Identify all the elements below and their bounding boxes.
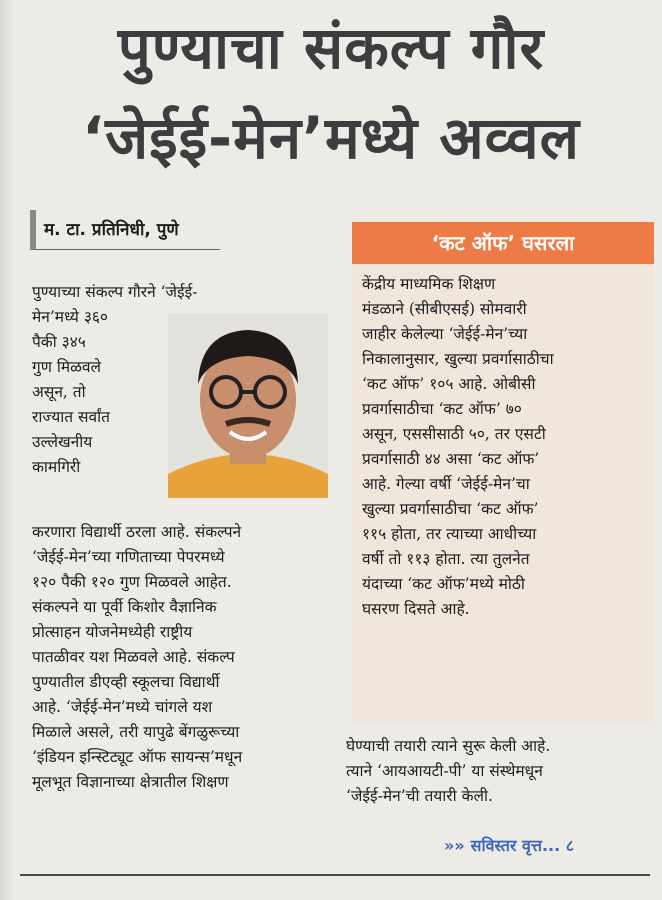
headline-line-1: पुण्याचा संकल्प गौर — [117, 14, 545, 82]
text-line: ‘कट ऑफ’ १०५ आहे. ओबीसी — [362, 375, 536, 393]
text-line: निकालानुसार, खुल्या प्रवर्गासाठीचा — [362, 350, 554, 368]
text-line: पुण्याच्या संकल्प गौरने ‘जेईई- — [32, 283, 198, 301]
text-line: वर्षी तो ११३ होता. त्या तुलनेत — [362, 550, 530, 568]
headline-line-2: ‘जेईई-मेन’मध्ये अव्वल — [82, 104, 580, 172]
text-line: मेन’मध्ये ३६० — [32, 308, 108, 326]
text-line: त्याने ‘आयआयटी-पी’ या संस्थेमधून — [346, 762, 543, 780]
text-line: कामगिरी — [32, 458, 81, 476]
text-line: केंद्रीय माध्यमिक शिक्षण — [362, 275, 496, 293]
text-line: मंडळाने (सीबीएसई) सोमवारी — [362, 300, 527, 318]
text-line: यंदाच्या ‘कट ऑफ’मध्ये मोठी — [362, 575, 525, 593]
text-line: गुण मिळवले — [32, 358, 102, 376]
text-line: करणारा विद्यार्थी ठरला आहे. संकल्पने — [32, 523, 242, 541]
double-arrow-icon: »» — [444, 836, 465, 855]
more-link[interactable] — [444, 834, 654, 858]
text-line: ‘इंडियन इन्स्टिट्यूट ऑफ सायन्स’मधून — [32, 748, 243, 766]
cutoff-heading: ‘कट ऑफ’ घसरला — [352, 222, 654, 264]
text-line: असून, तो — [32, 383, 86, 401]
article-body — [32, 520, 328, 795]
text-line: पैकी ३४५ — [32, 333, 86, 351]
article-intro — [32, 280, 198, 480]
cutoff-text — [362, 272, 646, 622]
text-line: राज्यात सर्वांत — [32, 408, 110, 426]
byline: म. टा. प्रतिनिधी, पुणे — [30, 210, 220, 250]
more-link-label: सविस्तर वृत्त... ८ — [470, 836, 575, 855]
article-continuation — [346, 734, 656, 809]
text-line: ‘जेईई-मेन’च्या गणिताच्या पेपरमध्ये — [32, 548, 225, 566]
text-line: पुण्यातील डीएव्ही स्कूलचा विद्यार्थी — [32, 673, 220, 691]
text-line: १२० पैकी १२० गुण मिळवले आहेत. — [32, 573, 232, 591]
text-line: असून, एससीसाठी ५०, तर एसटी — [362, 425, 546, 443]
text-line: प्रवर्गासाठीचा ‘कट ऑफ’ ७० — [362, 400, 522, 418]
bottom-rule — [20, 874, 650, 876]
portrait-photo — [168, 314, 328, 498]
text-line: ११५ होता, तर त्याच्या आधीच्या — [362, 525, 537, 543]
text-line: खुल्या प्रवर्गासाठीचा ‘कट ऑफ’ — [362, 500, 539, 518]
text-line: मूलभूत विज्ञानाच्या क्षेत्रातील शिक्षण — [32, 773, 229, 791]
text-line: जाहीर केलेल्या ‘जेईई-मेन’च्या — [362, 325, 528, 343]
text-line: घसरण दिसते आहे. — [362, 600, 470, 618]
text-line: पातळीवर यश मिळवले आहे. संकल्प — [32, 648, 235, 666]
text-line: ‘जेईई-मेन’ची तयारी केली. — [346, 787, 493, 805]
text-line: संकल्पने या पूर्वी किशोर वैज्ञानिक — [32, 598, 217, 616]
text-line: घेण्याची तयारी त्याने सुरू केली आहे. — [346, 737, 551, 755]
text-line: आहे. गेल्या वर्षी ‘जेईई-मेन’चा — [362, 475, 530, 493]
text-line: प्रोत्साहन योजनेमध्येही राष्ट्रीय — [32, 623, 193, 641]
text-line: उल्लेखनीय — [32, 433, 93, 451]
text-line: मिळाले असले, तरी यापुढे बेंगळुरूच्या — [32, 723, 240, 741]
text-line: आहे. ‘जेईई-मेन’मध्ये चांगले यश — [32, 698, 213, 716]
text-line: प्रवर्गासाठी ४४ असा ‘कट ऑफ’ — [362, 450, 540, 468]
